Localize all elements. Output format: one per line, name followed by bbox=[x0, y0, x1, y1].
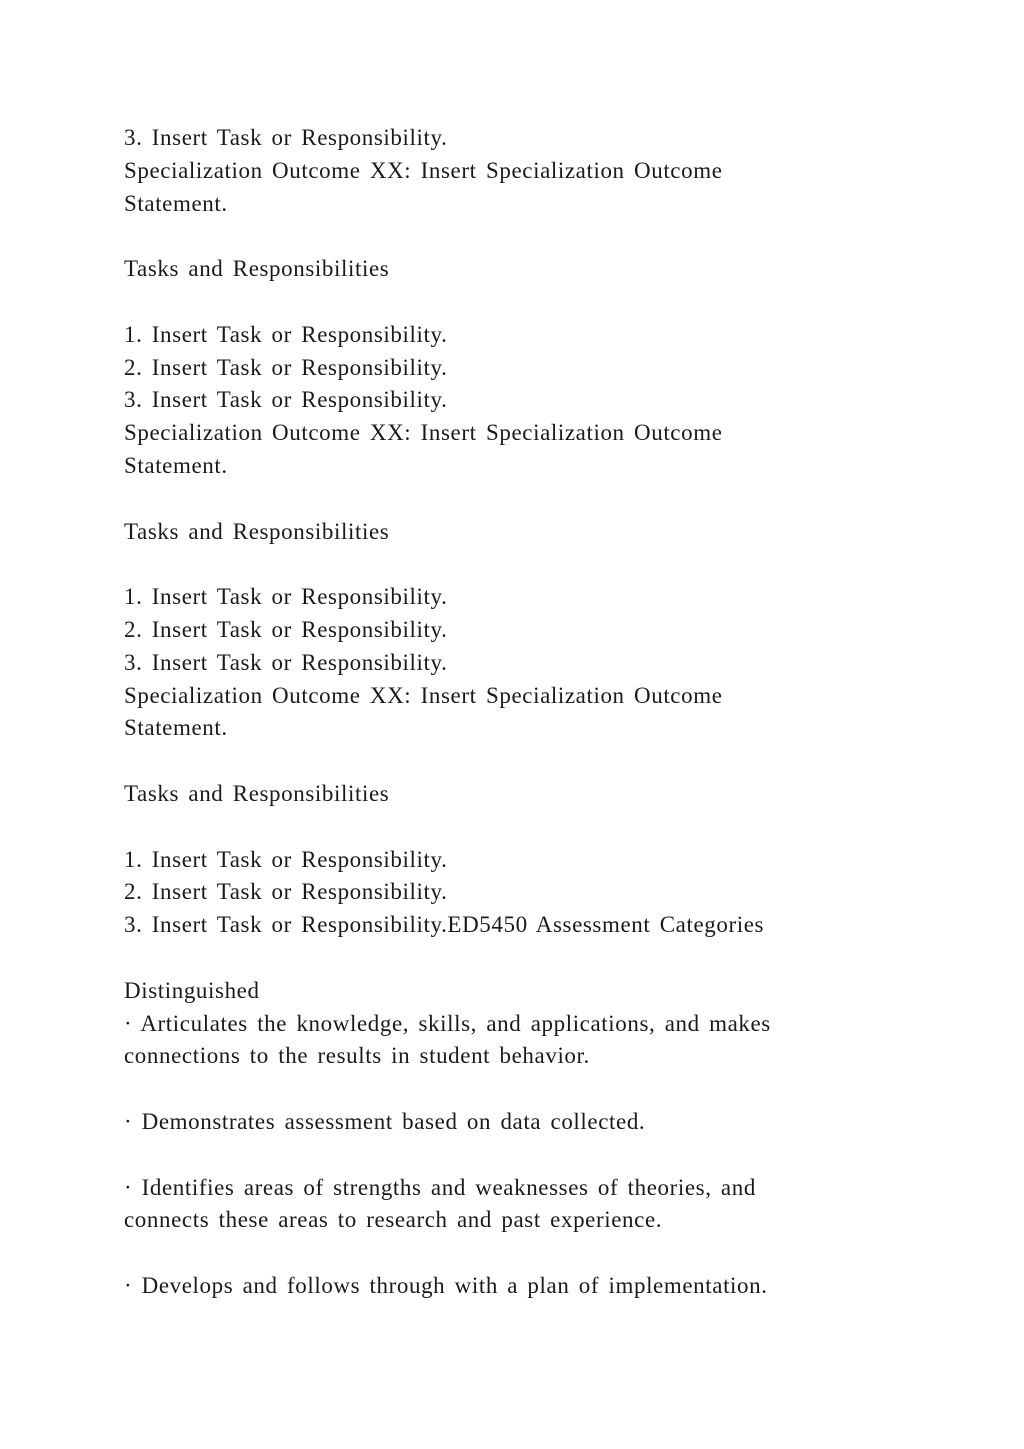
text-line: · Identifies areas of strengths and weaknesses of theories, and bbox=[124, 1174, 756, 1200]
text-line: connections to the results in student behavior. bbox=[124, 1043, 590, 1069]
text-line: Specialization Outcome XX: Insert Specialization Outcome bbox=[124, 682, 723, 708]
blank-line bbox=[124, 1237, 904, 1270]
text-line: · Demonstrates assessment based on data collected. bbox=[124, 1108, 646, 1134]
text-line: connects these areas to research and past experience. bbox=[124, 1207, 663, 1233]
blank-line bbox=[124, 942, 904, 975]
text-line: 2. Insert Task or Responsibility. bbox=[124, 354, 448, 380]
text-line: Specialization Outcome XX: Insert Specialization Outcome bbox=[124, 420, 723, 446]
text-line: · Articulates the knowledge, skills, and applications, and makes bbox=[124, 1010, 771, 1036]
blank-line bbox=[124, 1139, 904, 1172]
text-line: Statement. bbox=[124, 190, 228, 216]
text-line: Distinguished bbox=[124, 977, 260, 1003]
document-body bbox=[124, 122, 904, 1303]
blank-line bbox=[124, 1073, 904, 1106]
blank-line bbox=[124, 811, 904, 844]
blank-line bbox=[124, 548, 904, 581]
text-line: Tasks and Responsibilities bbox=[124, 780, 390, 806]
text-line: 3. Insert Task or Responsibility. bbox=[124, 649, 448, 675]
blank-line bbox=[124, 286, 904, 319]
text-line: 1. Insert Task or Responsibility. bbox=[124, 584, 448, 610]
text-line: 1. Insert Task or Responsibility. bbox=[124, 321, 448, 347]
text-line: · Develops and follows through with a plan of implementation. bbox=[124, 1272, 768, 1298]
text-line: 2. Insert Task or Responsibility. bbox=[124, 616, 448, 642]
blank-line bbox=[124, 220, 904, 253]
text-line: 1. Insert Task or Responsibility. bbox=[124, 846, 448, 872]
blank-line bbox=[124, 745, 904, 778]
text-line: 2. Insert Task or Responsibility. bbox=[124, 879, 448, 905]
text-line: 3. Insert Task or Responsibility. bbox=[124, 387, 448, 413]
text-line: 3. Insert Task or Responsibility. bbox=[124, 125, 448, 150]
text-line: Statement. bbox=[124, 715, 228, 741]
text-line: Tasks and Responsibilities bbox=[124, 256, 390, 282]
text-line: Specialization Outcome XX: Insert Specialization Outcome bbox=[124, 157, 723, 183]
text-line: 3. Insert Task or Responsibility.ED5450 Assessment Categories bbox=[124, 912, 765, 938]
text-line: Tasks and Responsibilities bbox=[124, 518, 390, 544]
blank-line bbox=[124, 483, 904, 516]
text-line: Statement. bbox=[124, 452, 228, 478]
